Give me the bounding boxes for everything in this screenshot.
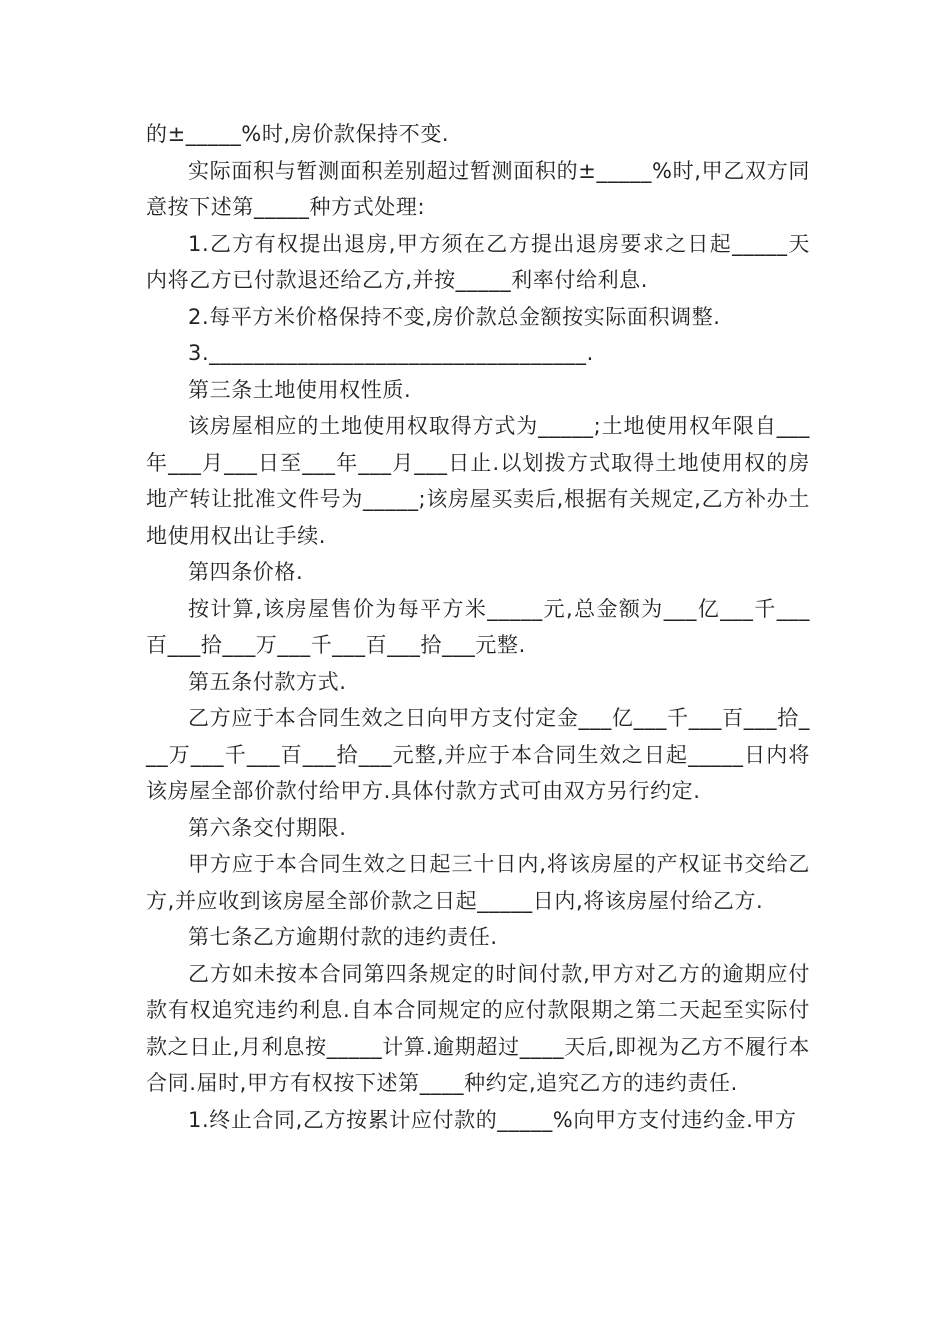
- article-3-heading: 第三条土地使用权性质.: [188, 377, 412, 402]
- article-5-body: 乙方应于本合同生效之日向甲方支付定金___亿___千___百___拾___万___千___百___拾___元整,并应于本合同生效之日起_____日内将该房屋全部价款付给甲方.具体付款方式可由双方另行约定.: [146, 706, 810, 803]
- article-4-heading: 第四条价格.: [188, 560, 304, 584]
- paragraph-continuation: 的±_____%时,房价款保持不变.: [146, 122, 450, 146]
- article-5-heading: 第五条付款方式.: [188, 669, 347, 694]
- paragraph-area-difference: 实际面积与暂测面积差别超过暂测面积的±_____%时,甲乙双方同意按下述第_____种方式处理:: [146, 158, 810, 219]
- article-4-body: 按计算,该房屋售价为每平方米_____元,总金额为___亿___千___百___拾___万___千___百___拾___元整.: [146, 596, 810, 657]
- contract-body: [146, 116, 810, 1138]
- article-6-body: 甲方应于本合同生效之日起三十日内,将该房屋的产权证书交给乙方,并应收到该房屋全部价款之日起_____日内,将该房屋付给乙方.: [146, 852, 810, 913]
- article-6-heading: 第六条交付期限.: [188, 815, 347, 840]
- article-7-heading: 第七条乙方逾期付款的违约责任.: [188, 925, 498, 949]
- paragraph-option-2: 2.每平方米价格保持不变,房价款总金额按实际面积调整.: [188, 304, 721, 329]
- article-7-option-1: 1.终止合同,乙方按累计应付款的_____%向甲方支付违约金.甲方: [188, 1107, 797, 1132]
- article-3-body: 该房屋相应的土地使用权取得方式为_____;土地使用权年限自___年___月___日至___年___月___日止.以划拨方式取得土地使用权的房地产转让批准文件号为_____;该房屋买卖后,根据有关规定,乙方补办土地使用权出让手续.: [146, 414, 810, 548]
- article-7-body: 乙方如未按本合同第四条规定的时间付款,甲方对乙方的逾期应付款有权追究违约利息.自本合同规定的应付款限期之第二天起至实际付款之日止,月利息按_____计算.逾期超过____天后,即视为乙方不履行本合同.届时,甲方有权按下述第____种约定,追究乙方的违约责任.: [146, 961, 810, 1095]
- paragraph-option-1: 1.乙方有权提出退房,甲方须在乙方提出退房要求之日起_____天内将乙方已付款退还给乙方,并按_____利率付给利息.: [146, 231, 810, 292]
- paragraph-option-3: 3.__________________________________.: [188, 341, 594, 365]
